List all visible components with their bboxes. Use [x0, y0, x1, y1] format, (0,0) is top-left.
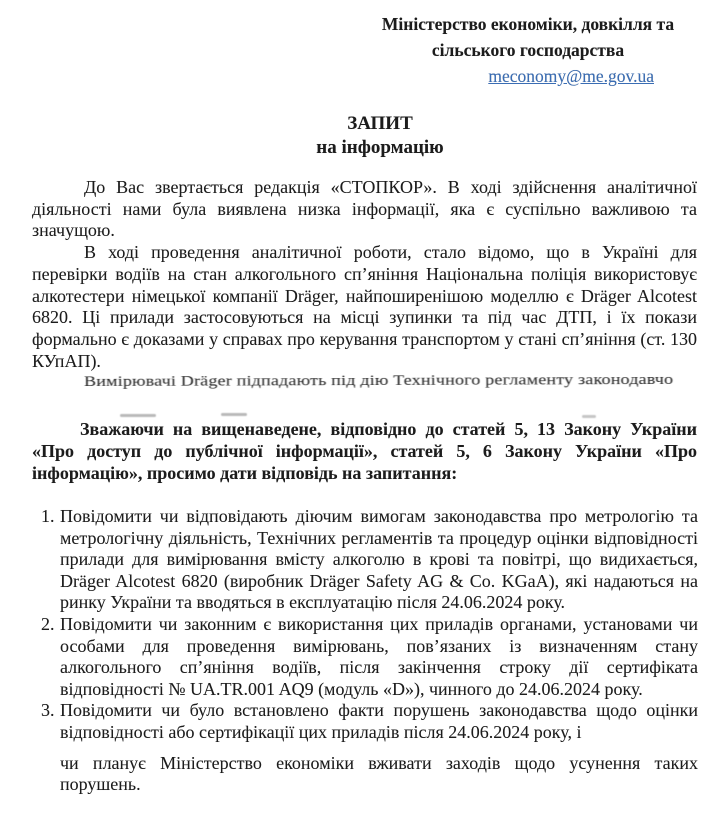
document-title [35, 112, 725, 160]
body-text [32, 177, 697, 394]
paragraph-intro: До Вас звертається редакція «СТОПКОР». В ході здійснення аналітичної діяльності нами була виявлена низка інформації, яка є суспільно важливою та значущою. [32, 177, 697, 241]
question-text: Повідомити чи відповідають діючим вимогам законодавства про метрологію та метрологічну діяльність, Технічних регламентів та процедур оцінки відповідності прилади для вимірювання вмісту алкоголю в крові та повітрі, що видихається, Dräger Alcotest 6820 (виробник Dräger Safety AG & Co. KGaA), які надаються на ринку України та вводяться в експлуатацію після 24.06.2024 року. [60, 506, 698, 613]
title-line-1: ЗАПИТ [347, 113, 413, 134]
question-number: 2. [41, 613, 55, 634]
question-text: Повідомити чи законним є використання цих приладів органами, установами чи особами для проведення вимірювань, пов’язаних із визначенням стану алкогольного сп’яніння водіїв, після закінчення строку дії сертифіката відповідності № UA.TR.001 AQ9 (модуль «D»), чинного до 24.06.2024 року. [60, 613, 698, 699]
scan-artifact [582, 415, 596, 418]
questions-list [32, 506, 698, 796]
question-text: Повідомити чи було встановлено факти порушень законодавства щодо оцінки відповідності або сертифікації цих приладів після 24.06.2024 року, і [60, 700, 698, 742]
recipient-email-line [355, 63, 701, 89]
question-item-2 [32, 614, 698, 700]
recipient-line-1: Міністерство економіки, довкілля та [381, 14, 675, 34]
title-line-2: на інформацію [316, 137, 444, 158]
question-item-3 [32, 700, 698, 795]
paragraph-background: В ході проведення аналітичної роботи, стало відомо, що в Україні для перевірки водіїв на стан алкогольного сп’яніння Національна поліція використовує алкотестери німецької компанії Dräger, найпоширенішою моделлю є Dräger Alcotest 6820. Ці прилади застосовуються на місці зупинки та під час ДТП, і їх покази формально є доказами у справах про керування транспортом у стані сп’яніння (ст. 130 КУпАП). [32, 242, 697, 371]
question-item-1 [32, 506, 698, 614]
question-number: 3. [41, 700, 55, 721]
email-link[interactable]: meconomy@me.gov.ua [488, 66, 654, 86]
scan-artifact [120, 414, 156, 417]
addressee-block [355, 11, 701, 89]
recipient-line-2: сільського господарства [431, 40, 625, 60]
scan-artifact [221, 413, 247, 416]
question-text-continued: чи планує Міністерство економіки вживати заходів щодо усунення таких порушень. [60, 752, 698, 795]
request-paragraph: Зважаючи на вищенаведене, відповідно до статей 5, 13 Закону України «Про доступ до публічної інформації», статей 5, 6 Закону України «Про інформацію», просимо дати відповідь на запитання: [32, 419, 697, 483]
question-number: 1. [41, 506, 55, 526]
paragraph-truncated-scan-seam: Вимірювачі Dräger підпадають під дію Технічного регламенту законодавчо [84, 371, 674, 390]
